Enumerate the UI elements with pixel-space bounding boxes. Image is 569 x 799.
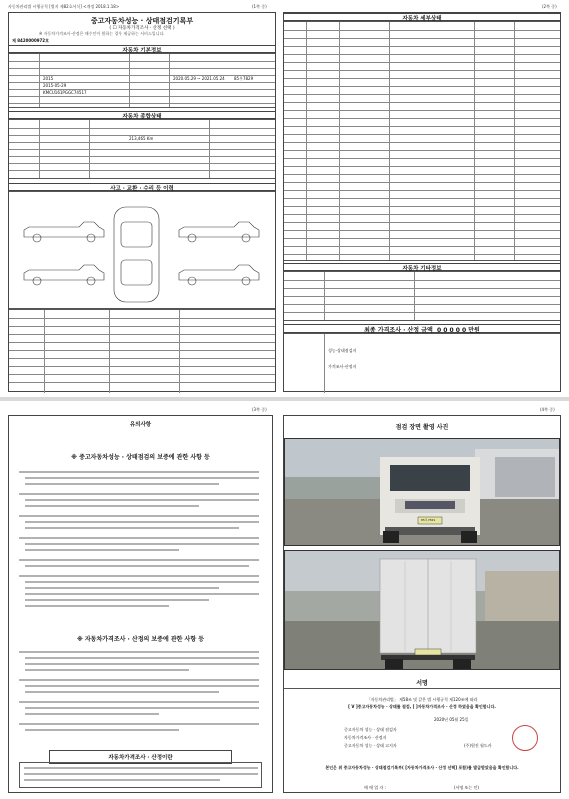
notice-text-lines-3 xyxy=(20,763,263,787)
basic-info-table xyxy=(9,53,275,108)
doc-title: 중고자동차성능 · 상태점검기록부 xyxy=(90,17,194,25)
company-seal-stamp xyxy=(512,725,538,751)
summary-table xyxy=(9,119,275,179)
car-diagram-svg xyxy=(9,192,275,308)
notifier-label: 중고자동차 성능 · 상태 고지자 xyxy=(344,743,397,748)
accident-history-header: 사고 · 교환 · 수리 등 이력 xyxy=(9,183,275,191)
basic-info-header: 자동차 기본정보 xyxy=(9,45,275,53)
notice-section-2: ※ 자동차가격조사 · 산정의 보증에 관한 사항 등 xyxy=(76,636,205,643)
other-info-table xyxy=(284,271,560,321)
page-number-1: (1쪽 중) xyxy=(252,4,267,9)
inspection-record-page-1 xyxy=(0,0,569,397)
doc-subnote: ※ 자동차가격조사·산정은 매수인이 원하는 경우 제공하는 서비스입니다. xyxy=(39,31,165,36)
final-price-value: 0 0 0 0 0 만원 xyxy=(436,327,480,334)
detail-status-table xyxy=(284,21,560,261)
truck-rear-photo xyxy=(284,550,560,670)
sign-date: 2020년 05월 25일 xyxy=(434,717,469,722)
notice-body-1 xyxy=(19,468,264,630)
vehicle-diagram-area xyxy=(9,191,275,309)
summary-header: 자동차 종합상태 xyxy=(9,111,275,119)
repair-legend-table xyxy=(9,309,275,393)
page-number-4: (4쪽 중) xyxy=(540,407,555,412)
model-year: 2015 xyxy=(43,76,54,81)
right-sheet xyxy=(283,12,561,392)
inspector-note: 성능·상태점검자 xyxy=(328,348,357,353)
signature-block xyxy=(284,333,560,393)
other-info-header: 자동차 기타정보 xyxy=(284,263,560,271)
doc-subtitle: ( ☐ 자동차가격조사 · 산정 선택 ) xyxy=(109,26,175,31)
final-price-header: 최종 가격조사 · 산정 금액 0 0 0 0 0 만원 xyxy=(284,324,560,333)
truck-plate-label: 85우7829 xyxy=(421,518,436,522)
notice-body-3 xyxy=(19,762,262,788)
mileage-value: 213,465 Km xyxy=(129,136,154,141)
first-registration: 2015-05-29 xyxy=(43,83,67,88)
sign-text-1: 「자동차관리법」 제58조 및 같은 법 시행규칙 제120조에 따라 xyxy=(366,697,478,702)
doc-number: 제 8420000972호 xyxy=(12,38,49,43)
inspection-record-page-2 xyxy=(0,401,569,798)
truck-front-image xyxy=(285,439,560,546)
receiver-label: 매 매 업 자 : xyxy=(364,785,386,790)
validity-period: 2020.05.29 ~ 2021.05.24 xyxy=(173,76,225,81)
plate-number: 85우7829 xyxy=(234,76,254,81)
form-ref: 자동차관리법 시행규칙 [별지 제82호서식] <개정 2018.1.18> xyxy=(8,4,120,9)
left-sheet xyxy=(8,12,276,392)
vin-number: KMCU161PGGC74517 xyxy=(43,90,87,95)
company-name: (주)원진 월드카 xyxy=(464,743,492,748)
notice-section-1: ※ 중고자동차성능 · 상태점검의 보증에 관한 사항 등 xyxy=(71,454,210,461)
notice-section-3: 자동차가격조사 · 산정이란 xyxy=(49,750,232,764)
signature-area xyxy=(284,688,560,794)
detail-status-header: 자동차 세부상태 xyxy=(284,13,560,21)
receipt-confirmation: 본인은 위 중고자동차성능 · 상태점검기록부( [자동차가격조사 · 산정 선택] 포함)를 발급받았음을 확인합니다. xyxy=(325,765,519,770)
notice-sheet xyxy=(8,415,273,793)
signature-title: 서명 xyxy=(416,680,428,687)
notice-text-lines-2 xyxy=(19,648,264,736)
price-note: 가격조사·산정자 xyxy=(328,364,357,369)
notice-title: 유의사항 xyxy=(129,422,152,428)
receiver-sign: (서명 또는 인) xyxy=(454,785,479,790)
truck-front-photo xyxy=(284,438,560,546)
notice-text-lines-1 xyxy=(19,468,264,628)
photo-section-title: 점검 장면 촬영 사진 xyxy=(395,424,449,431)
photo-sheet xyxy=(283,415,561,793)
page-number-3: (3쪽 중) xyxy=(252,407,267,412)
price-assessor-label: 자동차가격조사 · 산정자 xyxy=(344,735,387,740)
truck-rear-image xyxy=(285,551,560,670)
inspector-label: 중고자동차 성능 · 상태 점검자 xyxy=(344,727,397,732)
page-number-2: (2쪽 중) xyxy=(542,4,557,9)
notice-body-2 xyxy=(19,648,264,738)
sign-text-2: [ V ]중고자동차성능 · 상태를 점검, [ ]자동차가격조사 · 산정 하였음을 확인합니다. xyxy=(348,704,496,709)
